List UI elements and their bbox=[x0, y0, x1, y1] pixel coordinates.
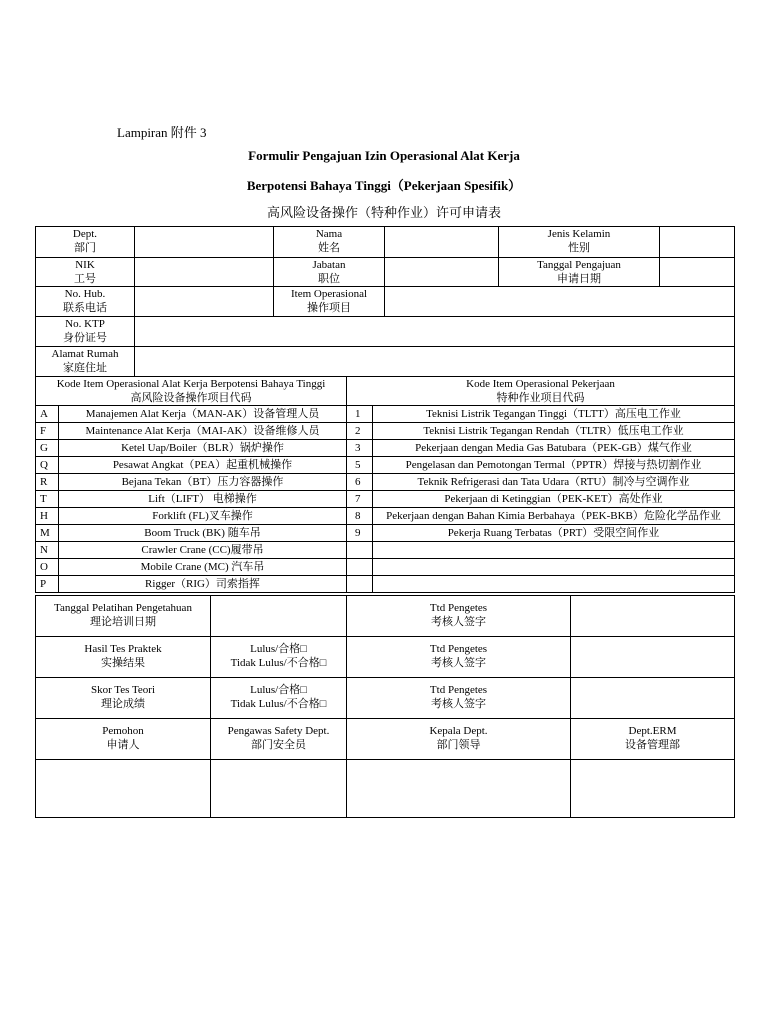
no-hub-label: No. Hub. 联系电话 bbox=[36, 287, 135, 317]
item-operasional-label: Item Operasional 操作项目 bbox=[274, 287, 385, 317]
table-row bbox=[36, 457, 735, 474]
left-item-code: A bbox=[36, 406, 59, 423]
right-item-name bbox=[373, 576, 735, 593]
ttd-pengetes-label: Ttd Pengetes 考核人签字 bbox=[347, 637, 571, 678]
left-item-code: Q bbox=[36, 457, 59, 474]
jenis-kelamin-label: Jenis Kelamin 性别 bbox=[499, 227, 660, 258]
left-item-name: Bejana Tekan（BT）压力容器操作 bbox=[59, 474, 347, 491]
right-item-code: 7 bbox=[347, 491, 373, 508]
no-ktp-label: No. KTP 身份证号 bbox=[36, 317, 135, 347]
table-row bbox=[36, 576, 735, 593]
form-title-chinese: 高风险设备操作（特种作业）许可申请表 bbox=[266, 205, 501, 220]
table-row bbox=[36, 491, 735, 508]
right-item-code: 9 bbox=[347, 525, 373, 542]
dept-label: Dept. 部门 bbox=[36, 227, 135, 258]
left-item-header: Kode Item Operasional Alat Kerja Berpotensi Bahaya Tinggi 高风险设备操作项目代码 bbox=[36, 377, 347, 406]
right-item-code bbox=[347, 559, 373, 576]
left-item-code: T bbox=[36, 491, 59, 508]
alamat-rumah-label: Alamat Rumah 家庭住址 bbox=[36, 347, 135, 377]
pengawas-label: Pengawas Safety Dept. 部门安全员 bbox=[211, 719, 347, 760]
left-item-name: Crawler Crane (CC)履带吊 bbox=[59, 542, 347, 559]
right-item-name: Pekerjaan di Ketinggian（PEK-KET）高处作业 bbox=[373, 491, 735, 508]
left-item-code: F bbox=[36, 423, 59, 440]
left-item-code: N bbox=[36, 542, 59, 559]
right-item-name: Teknik Refrigerasi dan Tata Udara（RTU）制冷与空调作业 bbox=[373, 474, 735, 491]
no-ktp-field[interactable] bbox=[135, 317, 735, 347]
test-signature-table bbox=[35, 595, 735, 818]
right-item-code: 8 bbox=[347, 508, 373, 525]
right-item-name: Pekerjaan dengan Media Gas Batubara（PEK-GB）煤气作业 bbox=[373, 440, 735, 457]
praktek-label: Hasil Tes Praktek 实操结果 bbox=[36, 637, 211, 678]
left-item-code: O bbox=[36, 559, 59, 576]
right-item-code: 3 bbox=[347, 440, 373, 457]
erm-signature-field[interactable] bbox=[571, 760, 735, 818]
left-item-code: P bbox=[36, 576, 59, 593]
teori-label: Skor Tes Teori 理论成绩 bbox=[36, 678, 211, 719]
alamat-rumah-field[interactable] bbox=[135, 347, 735, 377]
right-item-name: Teknisi Listrik Tegangan Tinggi（TLTT）高压电工作业 bbox=[373, 406, 735, 423]
pelatihan-label: Tanggal Pelatihan Pengetahuan 理论培训日期 bbox=[36, 596, 211, 637]
right-item-code: 1 bbox=[347, 406, 373, 423]
item-operasional-field[interactable] bbox=[385, 287, 735, 317]
table-row bbox=[36, 440, 735, 457]
ttd-pengetes-field[interactable] bbox=[571, 637, 735, 678]
ttd-pengetes-label: Ttd Pengetes 考核人签字 bbox=[347, 596, 571, 637]
table-row bbox=[36, 508, 735, 525]
left-item-name: Rigger（RIG）司索指挥 bbox=[59, 576, 347, 593]
left-item-name: Boom Truck (BK) 随车吊 bbox=[59, 525, 347, 542]
table-row bbox=[36, 542, 735, 559]
tanggal-pengajuan-field[interactable] bbox=[660, 258, 735, 287]
left-item-code: R bbox=[36, 474, 59, 491]
left-item-name: Forklift (FL)叉车操作 bbox=[59, 508, 347, 525]
right-item-code: 2 bbox=[347, 423, 373, 440]
right-item-name: Pekerja Ruang Terbatas（PRT）受限空间作业 bbox=[373, 525, 735, 542]
dept-field[interactable] bbox=[135, 227, 274, 258]
pemohon-label: Pemohon 申请人 bbox=[36, 719, 211, 760]
nama-label: Nama 姓名 bbox=[274, 227, 385, 258]
right-item-code bbox=[347, 542, 373, 559]
jenis-kelamin-field[interactable] bbox=[660, 227, 735, 258]
left-item-name: Mobile Crane (MC) 汽车吊 bbox=[59, 559, 347, 576]
nik-label: NIK 工号 bbox=[36, 258, 135, 287]
no-hub-field[interactable] bbox=[135, 287, 274, 317]
right-item-name: Pengelasan dan Pemotongan Termal（PPTR）焊接与热切割作业 bbox=[373, 457, 735, 474]
left-item-code: M bbox=[36, 525, 59, 542]
kepala-label: Kepala Dept. 部门领导 bbox=[347, 719, 571, 760]
table-row bbox=[36, 474, 735, 491]
nik-field[interactable] bbox=[135, 258, 274, 287]
left-item-code: G bbox=[36, 440, 59, 457]
table-row bbox=[36, 559, 735, 576]
ttd-pengetes-field[interactable] bbox=[571, 678, 735, 719]
table-row bbox=[36, 406, 735, 423]
pelatihan-field[interactable] bbox=[211, 596, 347, 637]
left-item-name: Manajemen Alat Kerja（MAN-AK）设备管理人员 bbox=[59, 406, 347, 423]
left-item-name: Ketel Uap/Boiler（BLR）锅炉操作 bbox=[59, 440, 347, 457]
table-row bbox=[36, 423, 735, 440]
form-title: Formulir Pengajuan Izin Operasional Alat Kerja bbox=[248, 148, 520, 163]
table-row bbox=[36, 525, 735, 542]
pemohon-signature-field[interactable] bbox=[36, 760, 211, 818]
left-item-code: H bbox=[36, 508, 59, 525]
teori-result-checkboxes[interactable]: Lulus/合格□ Tidak Lulus/不合格□ bbox=[211, 678, 347, 719]
attachment-label: Lampiran 附件 3 bbox=[117, 125, 207, 140]
right-item-header: Kode Item Operasional Pekerjaan 特种作业项目代码 bbox=[347, 377, 735, 406]
right-item-code bbox=[347, 576, 373, 593]
personal-info-table bbox=[35, 226, 735, 377]
right-item-code: 6 bbox=[347, 474, 373, 491]
right-item-name bbox=[373, 542, 735, 559]
right-item-name: Teknisi Listrik Tegangan Rendah（TLTR）低压电工作业 bbox=[373, 423, 735, 440]
right-item-code: 5 bbox=[347, 457, 373, 474]
praktek-result-checkboxes[interactable]: Lulus/合格□ Tidak Lulus/不合格□ bbox=[211, 637, 347, 678]
left-item-name: Pesawat Angkat（PEA）起重机械操作 bbox=[59, 457, 347, 474]
left-item-name: Lift（LIFT） 电梯操作 bbox=[59, 491, 347, 508]
right-item-name: Pekerjaan dengan Bahan Kimia Berbahaya（PEK-BKB）危险化学品作业 bbox=[373, 508, 735, 525]
left-item-name: Maintenance Alat Kerja（MAI-AK）设备维修人员 bbox=[59, 423, 347, 440]
kepala-signature-field[interactable] bbox=[347, 760, 571, 818]
tanggal-pengajuan-label: Tanggal Pengajuan 申请日期 bbox=[499, 258, 660, 287]
nama-field[interactable] bbox=[385, 227, 499, 258]
form-subtitle: Berpotensi Bahaya Tinggi（Pekerjaan Spesifik） bbox=[246, 178, 522, 193]
erm-label: Dept.ERM 设备管理部 bbox=[571, 719, 735, 760]
jabatan-label: Jabatan 职位 bbox=[274, 258, 385, 287]
jabatan-field[interactable] bbox=[385, 258, 499, 287]
right-item-name bbox=[373, 559, 735, 576]
ttd-pengetes-field[interactable] bbox=[571, 596, 735, 637]
pengawas-signature-field[interactable] bbox=[211, 760, 347, 818]
item-code-table bbox=[35, 376, 735, 593]
ttd-pengetes-label: Ttd Pengetes 考核人签字 bbox=[347, 678, 571, 719]
